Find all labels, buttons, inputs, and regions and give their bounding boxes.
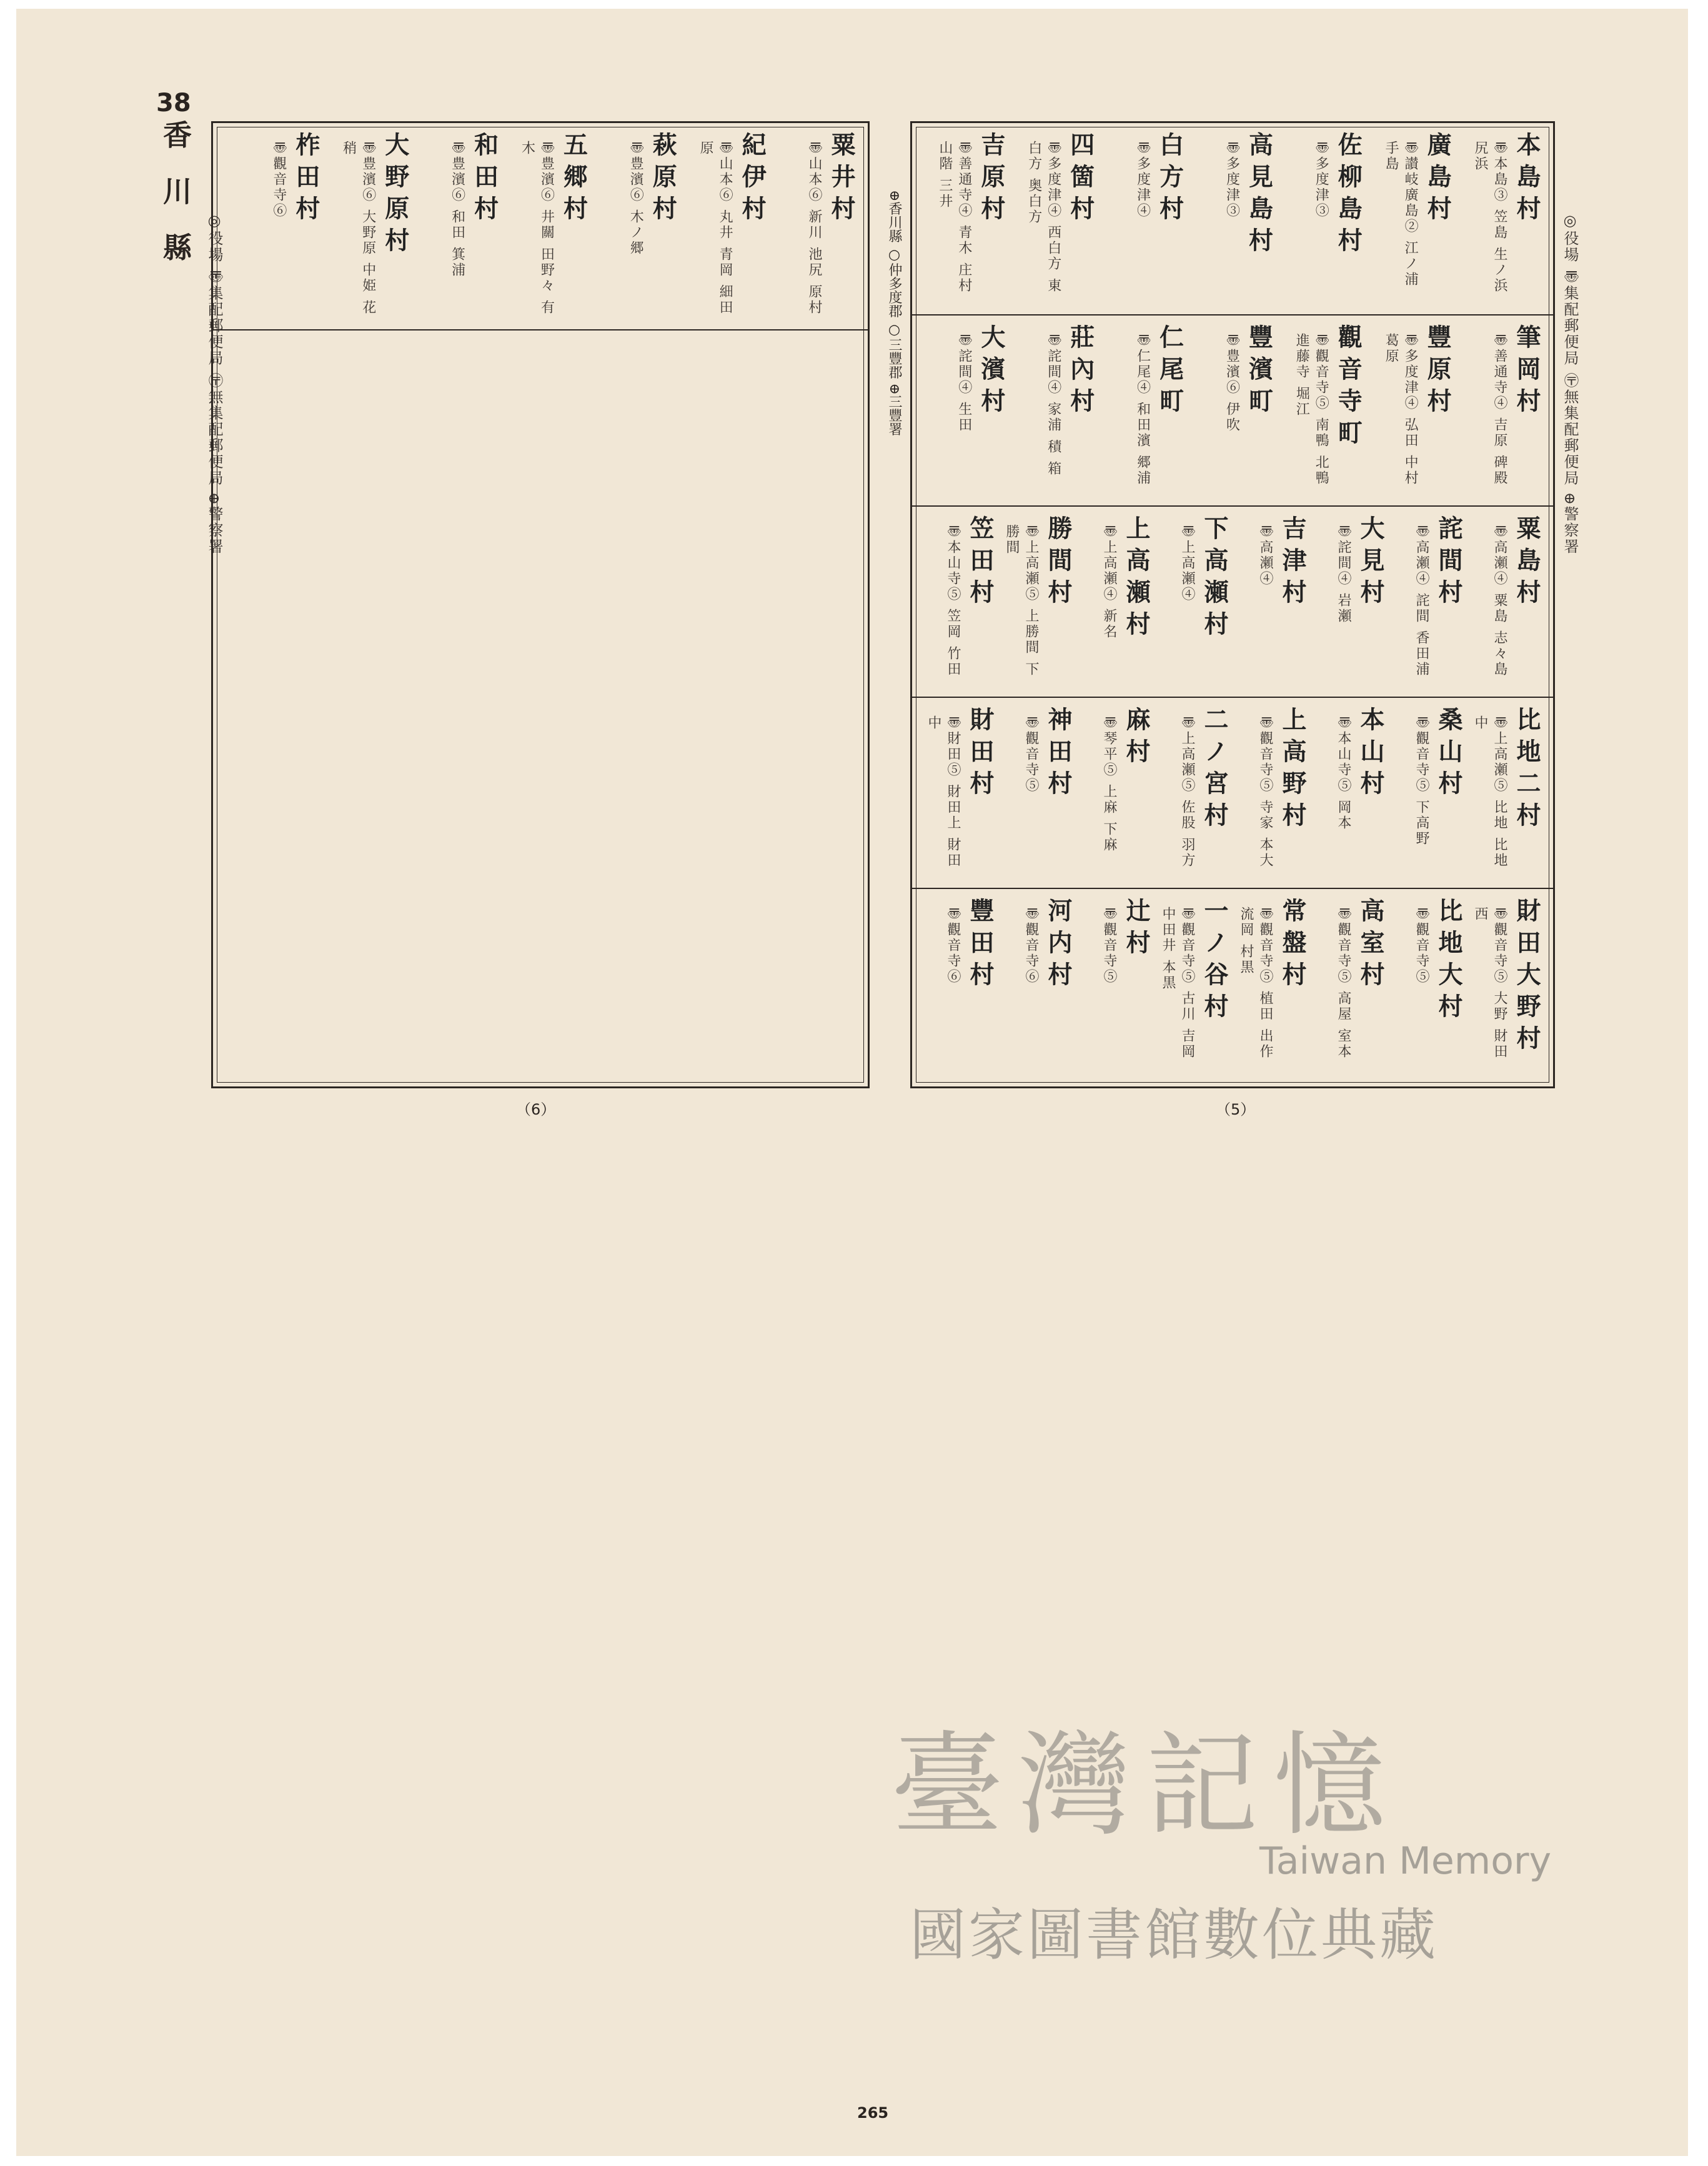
- village-column: [923, 515, 998, 692]
- village-detail: 〠讃岐廣島② 江ノ浦 手島: [1383, 141, 1419, 287]
- village-name: 莊內村: [1066, 324, 1095, 420]
- village-name: 吉津村: [1278, 515, 1307, 611]
- village-name: 筆岡村: [1512, 324, 1541, 420]
- village-column: [923, 707, 998, 883]
- village-name: 上高野村: [1278, 707, 1307, 834]
- village-name: 仁尾町: [1155, 324, 1184, 420]
- watermark-sub: 國家圖書館數位典藏: [910, 1902, 1438, 1968]
- village-detail: 〠上高瀬⑤ 佐股 羽方: [1179, 715, 1195, 868]
- village-column: [1392, 707, 1466, 883]
- village-detail: 〠山本⑥ 丸井 青岡 細田原: [698, 141, 733, 315]
- village-detail: 〠觀音寺⑤ 古川 吉岡 中田井 本黒: [1160, 907, 1195, 1060]
- village-name: 大野原村: [380, 132, 410, 259]
- village-column: [1459, 132, 1544, 308]
- village-name: 紀伊村: [738, 132, 767, 227]
- village-column: [417, 132, 502, 323]
- village-column: [1314, 515, 1388, 692]
- village-column: [1369, 324, 1455, 500]
- village-detail: 〠觀音寺⑤ 南鴨 北鴨 進藤寺 堀江: [1294, 333, 1329, 486]
- watermark-cjk: 臺灣記憶: [891, 1721, 1401, 1851]
- village-name: 神田村: [1044, 707, 1073, 802]
- village-name: 二ノ宮村: [1200, 707, 1229, 834]
- scanned-page: [16, 9, 1688, 2156]
- village-column: [1369, 132, 1455, 308]
- village-column: [1001, 898, 1076, 1074]
- village-name: 詫間村: [1434, 515, 1463, 611]
- village-detail: 〠本島③ 笠島 生ノ浜 尻浜: [1472, 141, 1507, 294]
- gun-separator: ⊕香川縣 ○仲多度郡 ○三豐郡 ⊕三豐署: [886, 190, 902, 436]
- village-column: [1236, 515, 1310, 692]
- village-name: 上高瀬村: [1122, 515, 1151, 643]
- village-name: 和田村: [470, 132, 499, 227]
- village-detail: 〠詫間④ 生田: [956, 333, 972, 433]
- village-column: [595, 132, 680, 323]
- village-detail: 〠高瀬④ 詫間 香田浦: [1414, 524, 1429, 677]
- village-name: 粟島村: [1512, 515, 1541, 611]
- village-detail: 〠本山寺⑤ 岡本: [1336, 715, 1351, 831]
- frame-page-5: [910, 121, 1555, 1088]
- village-column: [327, 132, 413, 323]
- village-column: [1191, 132, 1277, 308]
- village-detail: 〠觀音寺⑤ 大野 財田西: [1472, 907, 1507, 1060]
- village-name: 觀音寺町: [1334, 324, 1363, 452]
- band-3: [912, 505, 1553, 698]
- village-detail: 〠多度津③: [1313, 141, 1329, 219]
- village-detail: 〠觀音寺⑤ 植田 出作 流岡 村黒: [1238, 907, 1273, 1060]
- village-name: 四箇村: [1066, 132, 1095, 227]
- village-detail: 〠上高瀬⑤ 上勝間 下勝間: [1004, 524, 1039, 677]
- village-detail: 〠詫間④ 岩瀬: [1336, 524, 1351, 624]
- village-column: [1191, 324, 1277, 500]
- village-name: 廣島村: [1423, 132, 1452, 227]
- village-column: [1001, 707, 1076, 883]
- village-column: [1470, 707, 1544, 883]
- village-name: 白方村: [1155, 132, 1184, 227]
- village-column: [1158, 515, 1232, 692]
- village-name: 高室村: [1356, 898, 1385, 993]
- village-column: [1392, 898, 1466, 1074]
- village-column: [923, 132, 1009, 308]
- village-detail: 〠豊濱⑥ 大野原 中姫 花稍: [340, 141, 376, 315]
- village-detail: 〠詫間④ 家浦 積 箱: [1045, 333, 1061, 477]
- band-5: [912, 888, 1553, 1080]
- village-name: 麻村: [1122, 707, 1151, 770]
- village-name: 辻村: [1122, 898, 1151, 961]
- village-detail: 〠多度津④: [1135, 141, 1151, 219]
- village-name: 柞田村: [291, 132, 320, 227]
- village-name: 一ノ谷村: [1200, 898, 1229, 1025]
- band-2: [912, 314, 1553, 507]
- village-column: [1013, 132, 1098, 308]
- village-name: 財田村: [966, 707, 995, 802]
- village-name: 河内村: [1044, 898, 1073, 993]
- village-detail: 〠觀音寺⑥: [271, 141, 287, 219]
- village-name: 下高瀬村: [1200, 515, 1229, 643]
- village-detail: 〠善通寺④ 吉原 碑殿: [1492, 333, 1507, 486]
- band-4: [912, 697, 1553, 889]
- village-column: [1236, 898, 1310, 1074]
- village-detail: 〠豊濱⑥ 伊吹: [1224, 333, 1240, 433]
- village-detail: 〠觀音寺⑤: [1414, 907, 1429, 985]
- band-1: [912, 123, 1553, 314]
- village-column: [1158, 707, 1232, 883]
- village-column: [1102, 132, 1188, 308]
- village-column: [1102, 324, 1188, 500]
- village-column: [1080, 707, 1154, 883]
- band-1: [213, 123, 868, 329]
- village-column: [1280, 132, 1366, 308]
- village-name: 豐原村: [1423, 324, 1452, 420]
- village-column: [1470, 898, 1544, 1074]
- village-detail: 〠本山寺⑤ 笠岡 竹田: [945, 524, 961, 677]
- page-number-left: （6）: [516, 1101, 556, 1118]
- village-detail: 〠善通寺④ 青木 庄村 山階 三井: [936, 141, 972, 294]
- watermark-en: Taiwan Memory: [1259, 1839, 1552, 1883]
- village-name: 五郷村: [559, 132, 588, 227]
- village-detail: 〠琴平⑤ 上麻 下麻: [1101, 715, 1117, 853]
- village-name: 高見島村: [1244, 132, 1274, 259]
- village-detail: 〠多度津④ 弘田 中村 葛原: [1383, 333, 1419, 486]
- village-detail: 〠上高瀬⑤ 比地 比地中: [1472, 715, 1507, 868]
- village-detail: 〠高瀬④ 粟島 志々島: [1492, 524, 1507, 677]
- village-detail: 〠上高瀬④: [1179, 524, 1195, 602]
- village-detail: 〠觀音寺⑥: [945, 907, 961, 985]
- frame-page-6: [211, 121, 870, 1088]
- village-column: [1470, 515, 1544, 692]
- village-column: [1001, 515, 1076, 692]
- village-name: 笠田村: [966, 515, 995, 611]
- village-detail: 〠豊濱⑥ 和田 箕浦: [449, 141, 465, 278]
- page-number-right: （5）: [1216, 1101, 1256, 1118]
- village-column: [1013, 324, 1098, 500]
- village-detail: 〠觀音寺⑤ 寺家 本大: [1258, 715, 1273, 868]
- village-detail: 〠觀音寺⑤: [1023, 715, 1039, 793]
- village-detail: 〠上高瀬④ 新名: [1101, 524, 1117, 640]
- village-name: 本山村: [1356, 707, 1385, 802]
- prefecture-title: 香川縣: [159, 120, 192, 289]
- legend-left: ◎役場 〠集配郵便局 〶無集配郵便局 ⊕警察署: [206, 212, 223, 555]
- village-column: [923, 898, 998, 1074]
- village-detail: 〠多度津③: [1224, 141, 1240, 219]
- village-column: [773, 132, 859, 323]
- village-detail: 〠觀音寺⑤ 下高野: [1414, 715, 1429, 847]
- village-column: [506, 132, 592, 323]
- village-column: [1392, 515, 1466, 692]
- village-name: 豐濱町: [1244, 324, 1274, 420]
- village-name: 財田大野村: [1512, 898, 1541, 1057]
- band-empty: [213, 329, 868, 1086]
- village-name: 大濱村: [976, 324, 1006, 420]
- village-detail: 〠財田⑤ 財田上 財田中: [926, 715, 961, 868]
- village-column: [1236, 707, 1310, 883]
- village-detail: 〠豊濱⑥ 木ノ郷: [628, 141, 644, 256]
- village-detail: 〠高瀬④: [1258, 524, 1273, 587]
- village-name: 勝間村: [1044, 515, 1073, 611]
- village-column: [684, 132, 770, 323]
- village-name: 比地二村: [1512, 707, 1541, 834]
- village-name: 本島村: [1512, 132, 1541, 227]
- village-column: [1314, 707, 1388, 883]
- village-name: 常盤村: [1278, 898, 1307, 993]
- village-name: 萩原村: [648, 132, 678, 227]
- village-detail: 〠觀音寺⑤ 高屋 室本: [1336, 907, 1351, 1060]
- village-name: 粟井村: [827, 132, 856, 227]
- village-name: 桑山村: [1434, 707, 1463, 802]
- village-name: 佐柳島村: [1334, 132, 1363, 259]
- village-detail: 〠多度津④ 西白方 東白方 奥白方: [1026, 141, 1061, 294]
- page-number-bottom: 265: [857, 2104, 889, 2122]
- village-detail: 〠觀音寺⑤: [1101, 907, 1117, 985]
- village-detail: 〠仁尾④ 和田濱 郷浦: [1135, 333, 1151, 486]
- village-name: 大見村: [1356, 515, 1385, 611]
- village-name: 比地大村: [1434, 898, 1463, 1025]
- village-column: [1080, 898, 1154, 1074]
- page-mark: 38: [156, 89, 191, 117]
- village-column: [238, 132, 324, 323]
- village-column: [1459, 324, 1544, 500]
- village-column: [923, 324, 1009, 500]
- village-name: 吉原村: [976, 132, 1006, 227]
- village-column: [1158, 898, 1232, 1074]
- village-column: [1080, 515, 1154, 692]
- legend-right: ◎役場 〠集配郵便局 〶無集配郵便局 ⊕警察署: [1561, 212, 1579, 555]
- village-detail: 〠山本⑥ 新川 池尻 原村: [807, 141, 822, 315]
- village-name: 豐田村: [966, 898, 995, 993]
- village-detail: 〠觀音寺⑥: [1023, 907, 1039, 985]
- village-detail: 〠豊濱⑥ 井關 田野々 有木: [519, 141, 555, 315]
- village-column: [1314, 898, 1388, 1074]
- village-column: [1280, 324, 1366, 500]
